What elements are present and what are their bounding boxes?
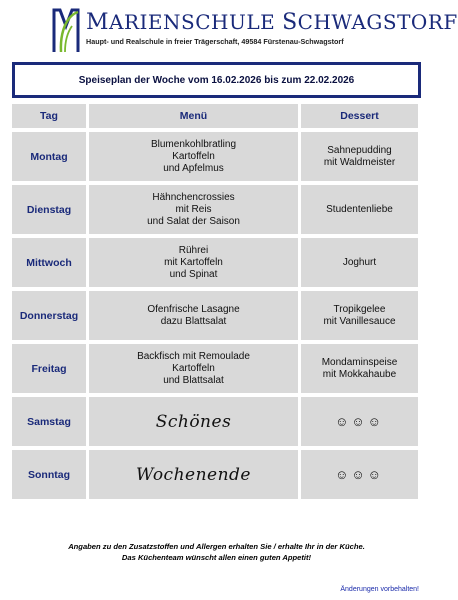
smiley-icon: ☺☺☺: [335, 413, 384, 429]
dessert-line: mit Mokkahaube: [322, 368, 397, 380]
footer-note: [0, 541, 433, 563]
footer-line-1: Angaben zu den Zusatzstoffen und Allergen erhalten Sie / erhalte Ihr in der Küche.: [68, 542, 365, 551]
table-row: [12, 132, 421, 181]
menu-cell: [89, 238, 298, 287]
menu-line: Hähnchencrossies: [152, 191, 235, 203]
menu-line: Backfisch mit Remoulade: [137, 350, 250, 362]
day-cell: Donnerstag: [12, 291, 86, 340]
menu-cell: [89, 132, 298, 181]
dessert-cell: [301, 291, 418, 340]
menu-line: und Salat der Saison: [147, 215, 240, 227]
column-header-day: Tag: [12, 104, 86, 128]
menu-table: [12, 104, 421, 503]
day-cell: Mittwoch: [12, 238, 86, 287]
menu-line: und Apfelmus: [163, 162, 224, 174]
disclaimer: Änderungen vorbehalten!: [340, 586, 419, 593]
footer-line-2: Das Küchenteam wünscht allen einen guten Appetit!: [121, 553, 312, 562]
table-row: [12, 185, 421, 234]
column-header-menu: Menü: [89, 104, 298, 128]
menu-line: mit Kartoffeln: [164, 256, 223, 268]
dessert-cell: [301, 450, 418, 499]
menu-line: Kartoffeln: [172, 362, 215, 374]
day-cell: Sonntag: [12, 450, 86, 499]
table-row: [12, 344, 421, 393]
menu-script-text: Schönes: [155, 411, 232, 432]
menu-line: und Spinat: [169, 268, 218, 280]
dessert-line: Tropikgelee: [333, 303, 386, 315]
smiley-icon: ☺☺☺: [335, 466, 384, 482]
menu-cell: [89, 291, 298, 340]
day-cell: Dienstag: [12, 185, 86, 234]
school-name: MARIENSCHULE SCHWAGSTORF: [86, 10, 458, 35]
column-header-dessert: Dessert: [301, 104, 418, 128]
menu-cell: [89, 344, 298, 393]
dessert-line: Joghurt: [342, 256, 377, 268]
day-cell: Montag: [12, 132, 86, 181]
day-cell: Freitag: [12, 344, 86, 393]
menu-line: mit Reis: [175, 203, 212, 215]
day-cell: Samstag: [12, 397, 86, 446]
table-row: [12, 397, 421, 446]
table-row: [12, 291, 421, 340]
dessert-line: Sahnepudding: [327, 144, 392, 156]
dessert-line: Mondaminspeise: [321, 356, 398, 368]
dessert-cell: [301, 344, 418, 393]
menu-cell: [89, 397, 298, 446]
menu-cell: [89, 185, 298, 234]
menu-line: dazu Blattsalat: [160, 315, 227, 327]
dessert-cell: [301, 185, 418, 234]
dessert-line: Studentenliebe: [326, 203, 393, 215]
table-header-row: [12, 104, 421, 128]
menu-line: Blumenkohlbratling: [150, 138, 237, 150]
table-row: [12, 238, 421, 287]
menu-title-box: [12, 62, 421, 98]
table-row: [12, 450, 421, 499]
dessert-line: mit Waldmeister: [323, 156, 396, 168]
dessert-cell: [301, 238, 418, 287]
school-logo: [52, 6, 80, 54]
school-header: [52, 6, 458, 56]
dessert-line: mit Vanillesauce: [323, 315, 396, 327]
menu-line: Ofenfrische Lasagne: [147, 303, 240, 315]
menu-cell: [89, 450, 298, 499]
menu-line: Kartoffeln: [172, 150, 215, 162]
school-subtitle: Haupt- und Realschule in freier Trägerschaft, 49584 Fürstenau-Schwagstorf: [86, 37, 344, 46]
menu-line: Rührei: [178, 244, 209, 256]
menu-line: und Blattsalat: [163, 374, 224, 386]
menu-script-text: Wochenende: [136, 464, 251, 485]
dessert-cell: [301, 132, 418, 181]
dessert-cell: [301, 397, 418, 446]
menu-title: Speiseplan der Woche vom 16.02.2026 bis zum 22.02.2026: [78, 74, 355, 86]
